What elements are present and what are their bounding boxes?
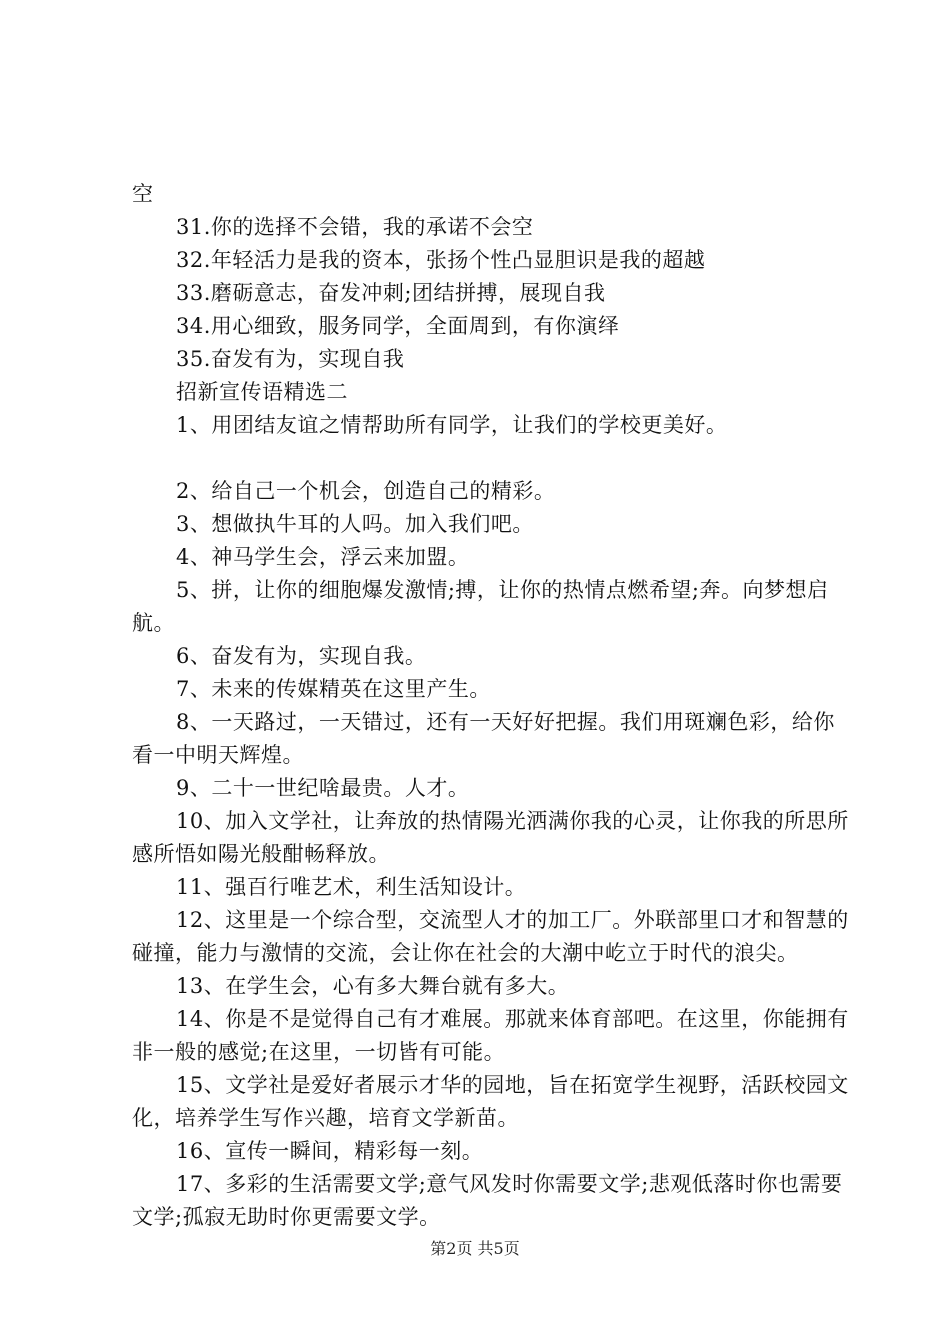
section-heading: 招新宣传语精选二 [176, 380, 348, 404]
blank-line [132, 442, 850, 475]
paragraph: 33.磨砺意志，奋发冲刺;团结拼搏，展现自我 [176, 281, 606, 305]
paragraph: 空 [132, 182, 154, 206]
paragraph: 31.你的选择不会错，我的承诺不会空 [176, 215, 534, 239]
paragraph: 2、给自己一个机会，创造自己的精彩。 [176, 479, 556, 503]
paragraph: 15、文学社是爱好者展示才华的园地，旨在拓宽学生视野，活跃校园文化，培养学生写作兴趣，培育文学新苗。 [132, 1073, 849, 1130]
paragraph: 12、这里是一个综合型，交流型人才的加工厂。外联部里口才和智慧的碰撞，能力与激情的交流，会让你在社会的大潮中屹立于时代的浪尖。 [132, 908, 849, 965]
paragraph: 9、二十一世纪啥最贵。人才。 [176, 776, 470, 800]
paragraph: 16、宣传一瞬间，精彩每一刻。 [176, 1139, 484, 1163]
paragraph: 17、多彩的生活需要文学;意气风发时你需要文学;悲观低落时你也需要文学;孤寂无助时你更需要文学。 [132, 1172, 843, 1229]
paragraph: 4、神马学生会，浮云来加盟。 [176, 545, 470, 569]
page-footer: 第2页 共5页 [430, 1239, 520, 1258]
paragraph: 11、强百行唯艺术，利生活知设计。 [176, 875, 527, 899]
paragraph: 6、奋发有为，实现自我。 [176, 644, 427, 668]
paragraph: 34.用心细致，服务同学，全面周到，有你演绎 [176, 314, 620, 338]
paragraph: 3、想做执牛耳的人吗。加入我们吧。 [176, 512, 534, 536]
paragraph: 35.奋发有为，实现自我 [176, 347, 405, 371]
paragraph: 14、你是不是觉得自己有才难展。那就来体育部吧。在这里，你能拥有非一般的感觉;在这里，一切皆有可能。 [132, 1007, 849, 1064]
paragraph: 8、一天路过，一天错过，还有一天好好把握。我们用斑斓色彩，给你看一中明天辉煌。 [132, 710, 835, 767]
paragraph: 32.年轻活力是我的资本，张扬个性凸显胆识是我的超越 [176, 248, 706, 272]
paragraph: 10、加入文学社，让奔放的热情陽光洒满你我的心灵，让你我的所思所感所悟如陽光般酣畅释放。 [132, 809, 849, 866]
paragraph: 13、在学生会，心有多大舞台就有多大。 [176, 974, 570, 998]
document-body [132, 178, 850, 1234]
paragraph: 7、未来的传媒精英在这里产生。 [176, 677, 491, 701]
paragraph: 1、用团结友谊之情帮助所有同学，让我们的学校更美好。 [176, 413, 728, 437]
paragraph: 5、拼，让你的细胞爆发激情;搏，让你的热情点燃希望;奔。向梦想启航。 [132, 578, 829, 635]
